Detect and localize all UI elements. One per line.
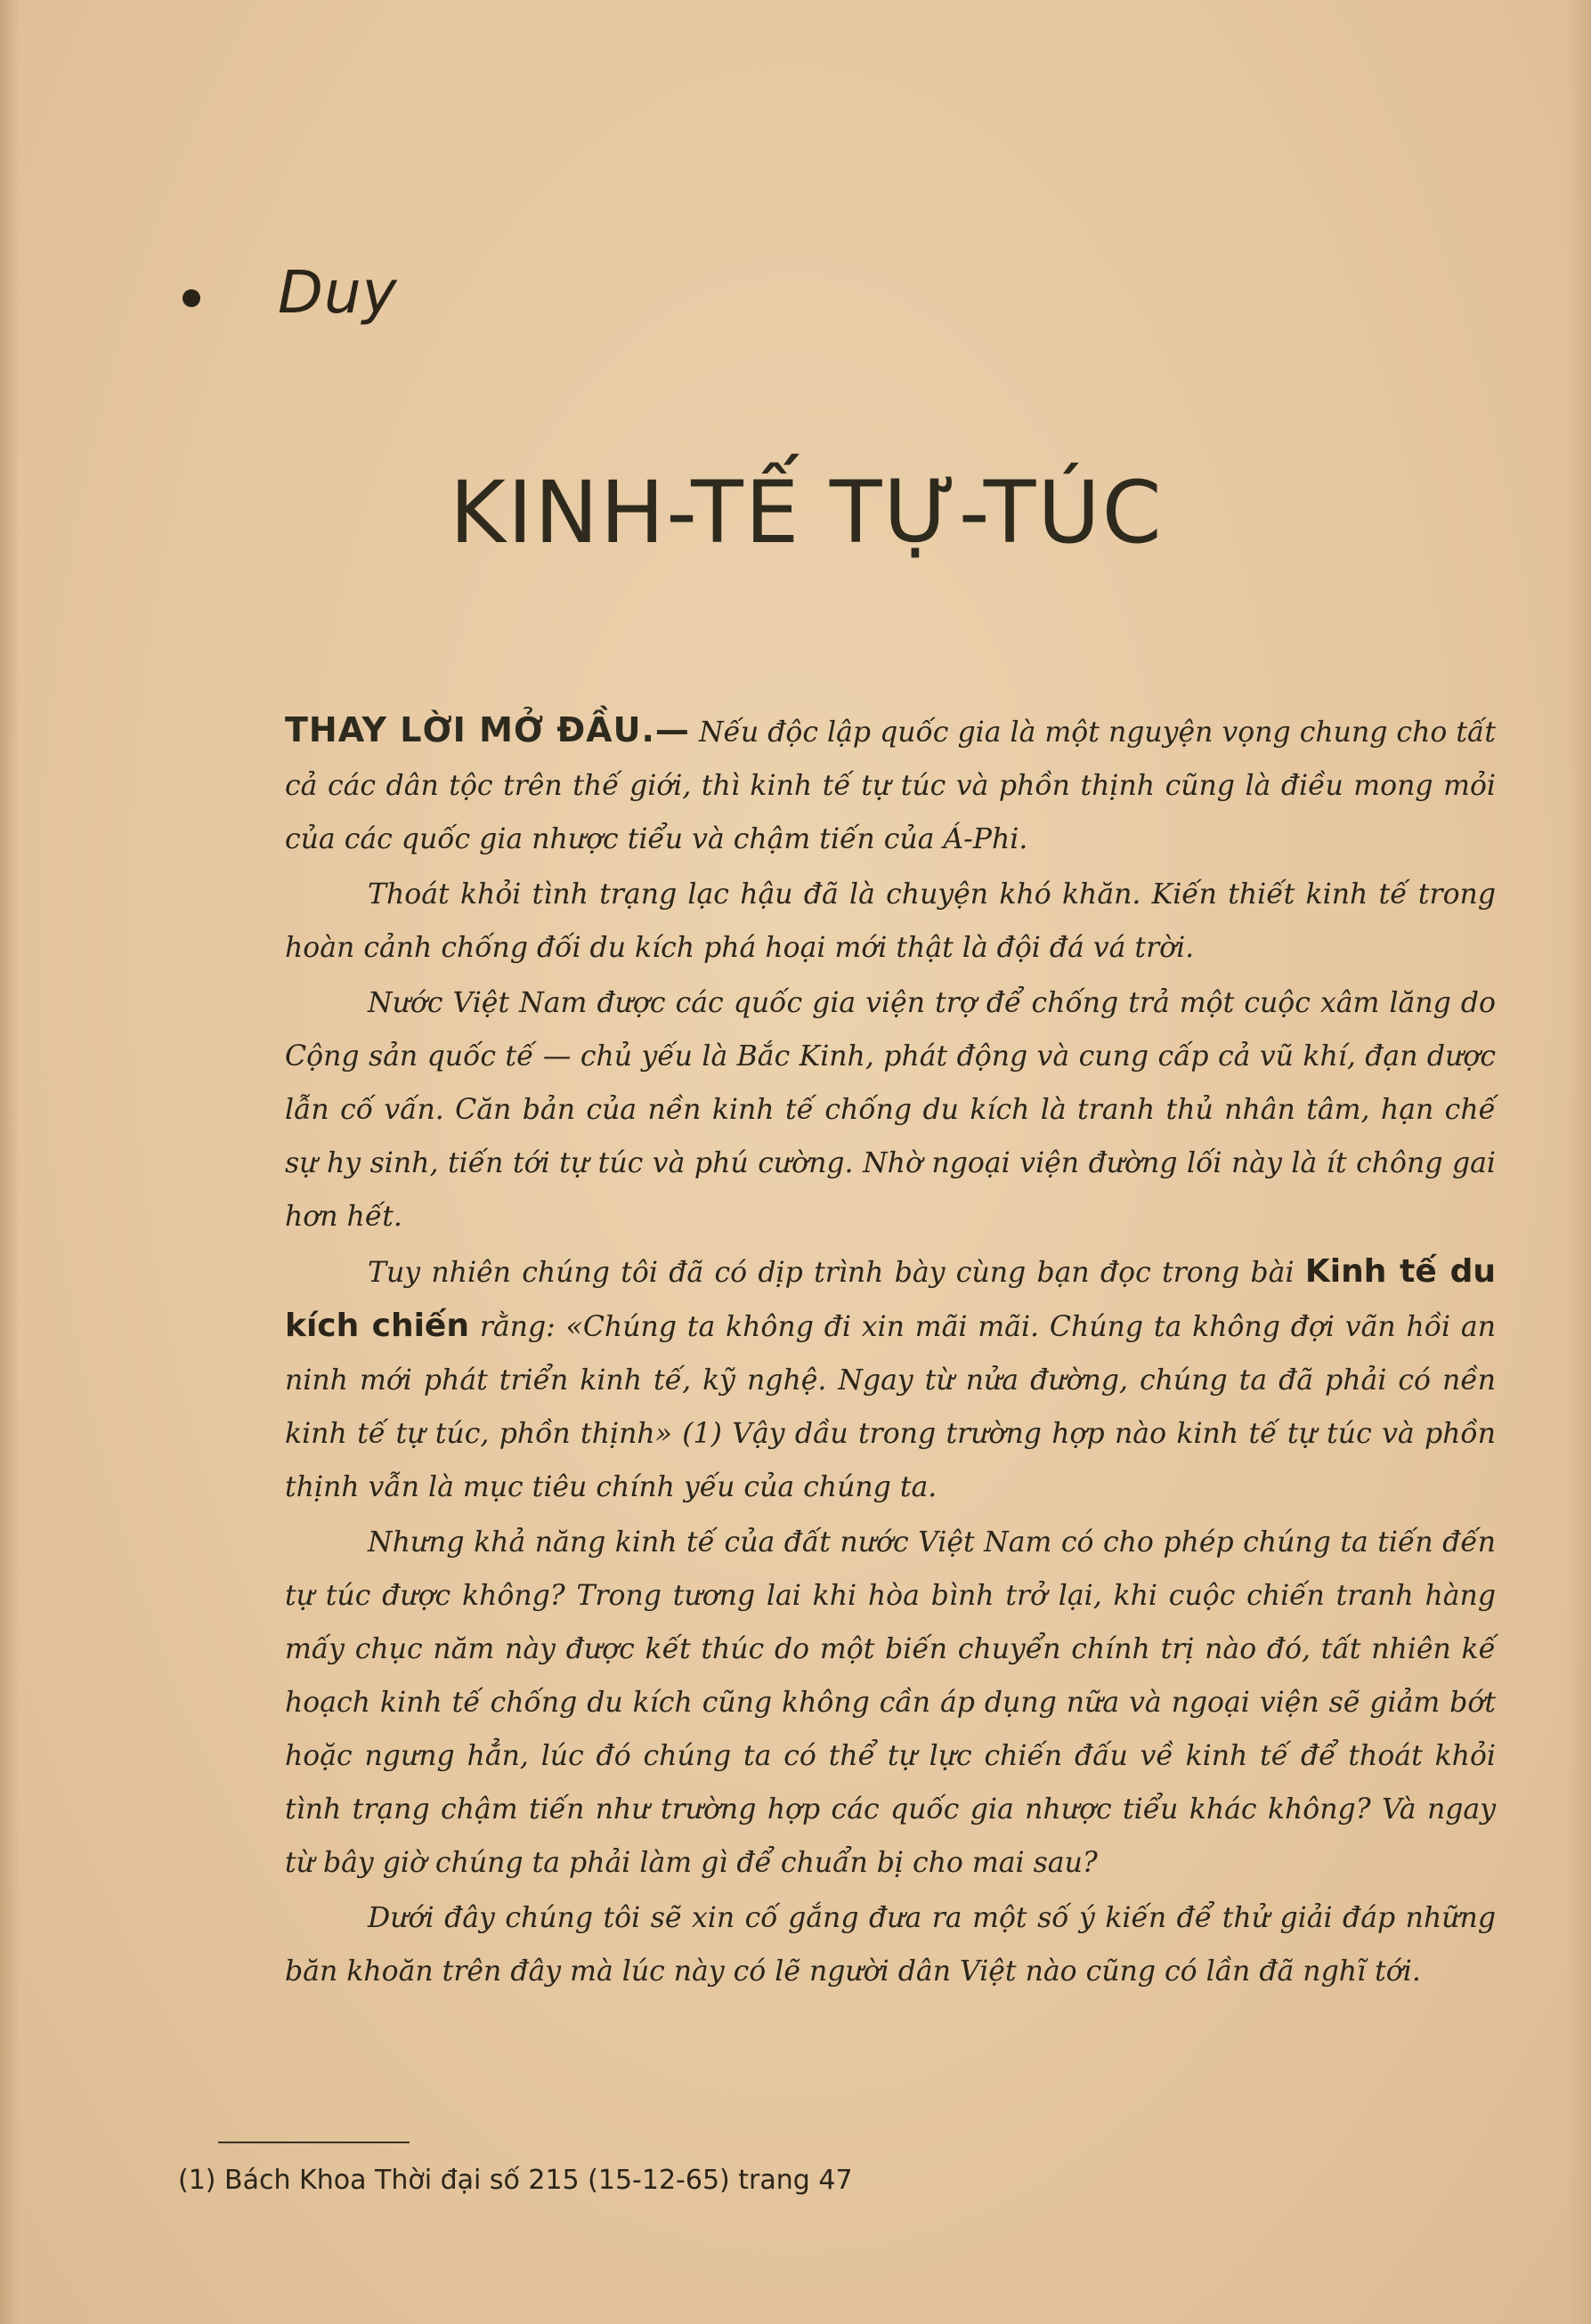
author-name: Duy	[278, 258, 398, 327]
page-edge-left	[0, 0, 20, 2324]
paragraph-1-text: Nếu độc lập quốc gia là một nguyện vọng chung cho tất cả các dân tộc trên thế giới, thì kinh tế tự túc và phồn thịnh cũng là điều mong mỏi của các quốc gia nhược tiểu và chậm tiến của Á-Phi.	[285, 717, 1496, 855]
paragraph-4	[285, 1245, 1496, 1514]
footnote: (1) Bách Khoa Thời đại số 215 (15-12-65) trang 47	[178, 2165, 853, 2196]
paragraph-1	[285, 703, 1496, 866]
page-edge-right	[1566, 0, 1591, 2324]
paragraph-4-before: Tuy nhiên chúng tôi đã có dịp trình bày cùng bạn đọc trong bài	[368, 1257, 1295, 1289]
paragraph-4-after: rằng: «Chúng ta không đi xin mãi mãi. Chúng ta không đợi vãn hồi an ninh mới phát triển kinh tế, kỹ nghệ. Ngay từ nửa đường, chúng ta đã phải có nền kinh tế tự túc, phồn thịnh» (1) Vậy dầu trong trường hợp nào kinh tế tự túc và phồn thịnh vẫn là mục tiêu chính yếu của chúng ta.	[285, 1311, 1497, 1503]
paragraph-3: Nước Việt Nam được các quốc gia viện trợ để chống trả một cuộc xâm lăng do Cộng sản quốc tế — chủ yếu là Bắc Kinh, phát động và cung cấp cả vũ khí, đạn dược lẫn cố vấn. Căn bản của nền kinh tế chống du kích là tranh thủ nhân tâm, hạn chế sự hy sinh, tiến tới tự túc và phú cường. Nhờ ngoại viện đường lối này là ít chông gai hơn hết.	[285, 987, 1496, 1233]
article-body	[285, 703, 1496, 2000]
paragraph-2: Thoát khỏi tình trạng lạc hậu đã là chuyện khó khăn. Kiến thiết kinh tế trong hoàn cảnh chống đối du kích phá hoại mới thật là đội đá vá trời.	[285, 879, 1496, 964]
paragraph-5: Nhưng khả năng kinh tế của đất nước Việt Nam có cho phép chúng ta tiến đến tự túc được không? Trong tương lai khi hòa bình trở lại, khi cuộc chiến tranh hàng mấy chục năm này được kết thúc do một biến chuyển chính trị nào đó, tất nhiên kế hoạch kinh tế chống du kích cũng không cần áp dụng nữa và ngoại viện sẽ giảm bớt hoặc ngưng hẳn, lúc đó chúng ta có thể tự lực chiến đấu về kinh tế để thoát khỏi tình trạng chậm tiến như trường hợp các quốc gia nhược tiểu khác không? Và ngay từ bây giờ chúng ta phải làm gì để chuẩn bị cho mai sau?	[285, 1526, 1496, 1879]
article-title: KINH-TẾ TỰ-TÚC	[450, 463, 1164, 563]
footnote-divider	[218, 2142, 410, 2143]
paragraph-6: Dưới đây chúng tôi sẽ xin cố gắng đưa ra một số ý kiến để thử giải đáp những băn khoăn trên đây mà lúc này có lẽ người dân Việt nào cũng có lần đã nghĩ tới.	[285, 1902, 1496, 1988]
bullet-icon	[183, 289, 200, 307]
article-reference: Kinh tế du kích chiến	[285, 1253, 1496, 1344]
section-lead: THAY LỜI MỞ ĐẦU.—	[285, 710, 690, 749]
